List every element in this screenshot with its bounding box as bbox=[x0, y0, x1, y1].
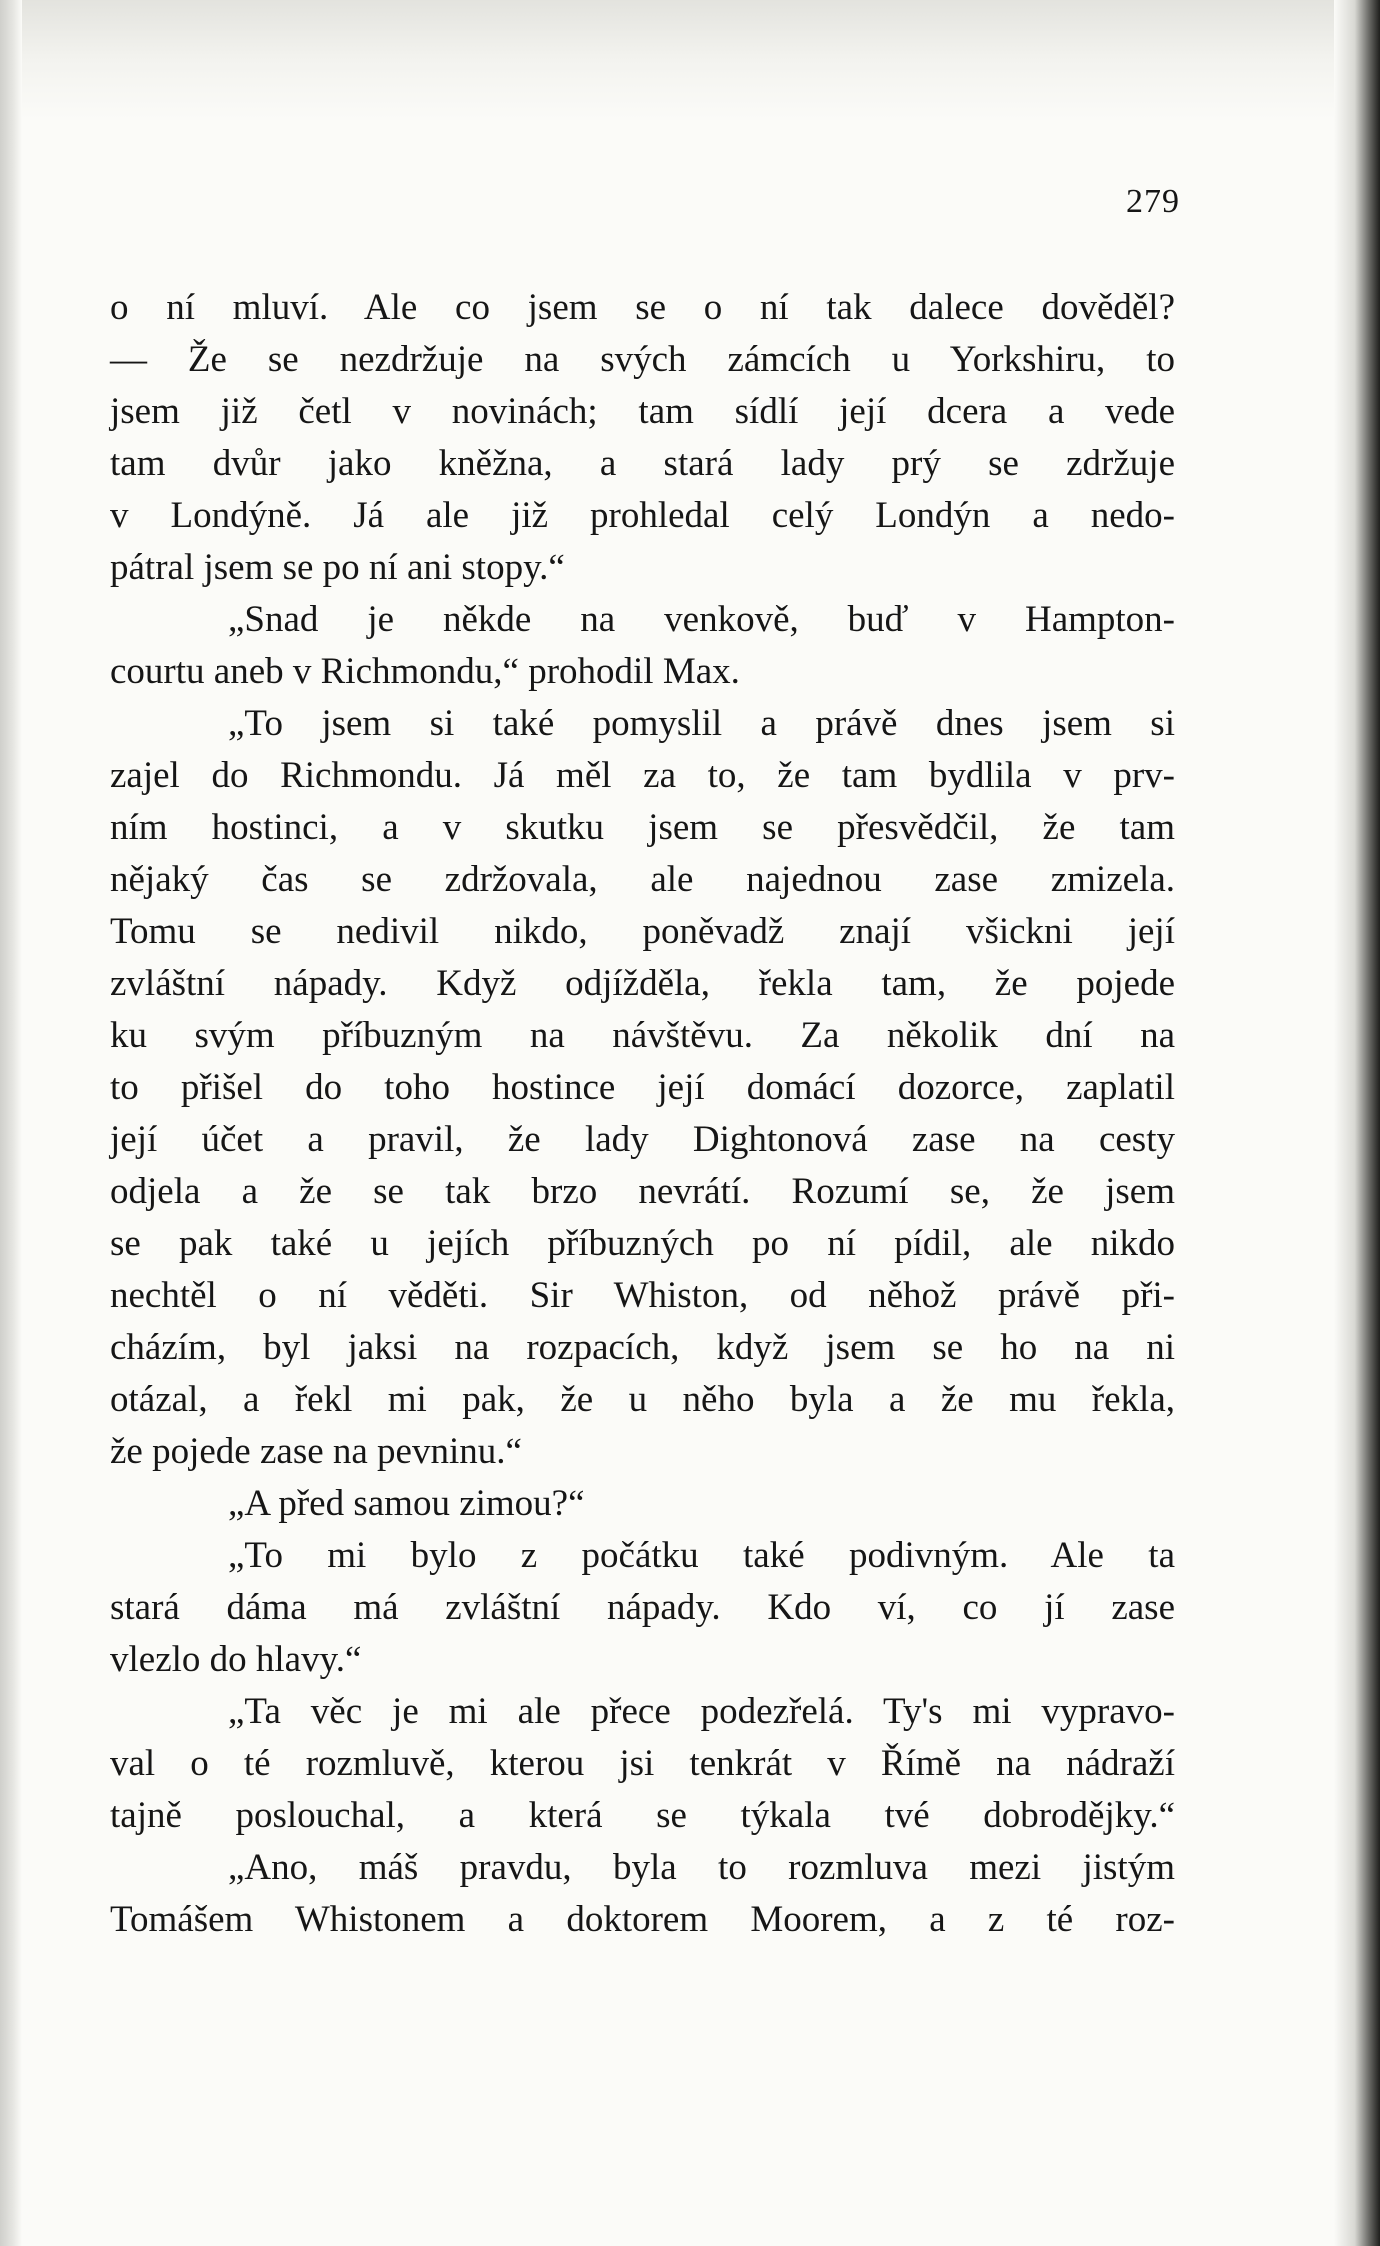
text-line: její účet a pravil, že lady Dightonová zase na cesty bbox=[110, 1119, 1175, 1160]
text-line: nějaký čas se zdržovala, ale najednou zase zmizela. bbox=[110, 859, 1175, 900]
text-line: — Že se nezdržuje na svých zámcích u Yorkshiru, to bbox=[110, 339, 1175, 380]
text-line: Tomášem Whistonem a doktorem Moorem, a z té roz- bbox=[110, 1899, 1175, 1940]
text-line: stará dáma má zvláštní nápady. Kdo ví, co jí zase bbox=[110, 1587, 1175, 1628]
text-line: pátral jsem se po ní ani stopy.“ bbox=[110, 547, 565, 588]
text-line: „To jsem si také pomyslil a právě dnes jsem si bbox=[228, 703, 1175, 744]
scan-left-edge bbox=[0, 0, 22, 2246]
text-line: cházím, byl jaksi na rozpacích, když jsem se ho na ni bbox=[110, 1327, 1175, 1368]
text-line: „A před samou zimou?“ bbox=[228, 1483, 585, 1524]
text-line: tajně poslouchal, a která se týkala tvé dobrodějky.“ bbox=[110, 1795, 1175, 1836]
body-text bbox=[110, 282, 1175, 1946]
text-line: tam dvůr jako kněžna, a stará lady prý se zdržuje bbox=[110, 443, 1175, 484]
text-line: zajel do Richmondu. Já měl za to, že tam bydlila v prv- bbox=[110, 755, 1175, 796]
text-line: že pojede zase na pevninu.“ bbox=[110, 1431, 522, 1472]
text-line: o ní mluví. Ale co jsem se o ní tak dalece dověděl? bbox=[110, 287, 1175, 328]
text-line: Tomu se nedivil nikdo, poněvadž znají všickni její bbox=[110, 911, 1175, 952]
text-line: v Londýně. Já ale již prohledal celý Londýn a nedo- bbox=[110, 495, 1175, 536]
text-line: „To mi bylo z počátku také podivným. Ale ta bbox=[228, 1535, 1175, 1576]
text-line: „Ano, máš pravdu, byla to rozmluva mezi jistým bbox=[228, 1847, 1175, 1888]
text-line: zvláštní nápady. Když odjížděla, řekla tam, že pojede bbox=[110, 963, 1175, 1004]
text-line: nechtěl o ní věděti. Sir Whiston, od něhož právě při- bbox=[110, 1275, 1175, 1316]
text-line: „Ta věc je mi ale přece podezřelá. Ty's mi vypravo- bbox=[228, 1691, 1175, 1732]
text-line: vlezlo do hlavy.“ bbox=[110, 1639, 362, 1680]
text-line: ku svým příbuzným na návštěvu. Za několik dní na bbox=[110, 1015, 1175, 1056]
text-line: odjela a že se tak brzo nevrátí. Rozumí se, že jsem bbox=[110, 1171, 1175, 1212]
text-line: se pak také u jejích příbuzných po ní pídil, ale nikdo bbox=[110, 1223, 1175, 1264]
text-line: ním hostinci, a v skutku jsem se přesvědčil, že tam bbox=[110, 807, 1175, 848]
text-line: jsem již četl v novinách; tam sídlí její dcera a vede bbox=[110, 391, 1175, 432]
page-number: 279 bbox=[1126, 183, 1180, 220]
scan-right-edge bbox=[1334, 0, 1380, 2246]
text-line: to přišel do toho hostince její domácí dozorce, zaplatil bbox=[110, 1067, 1175, 1108]
text-line: otázal, a řekl mi pak, že u něho byla a že mu řekla, bbox=[110, 1379, 1175, 1420]
text-line: courtu aneb v Richmondu,“ prohodil Max. bbox=[110, 651, 740, 692]
scan-top-shadow bbox=[0, 0, 1380, 120]
text-line: „Snad je někde na venkově, buď v Hampton- bbox=[228, 599, 1175, 640]
text-line: val o té rozmluvě, kterou jsi tenkrát v Římě na nádraží bbox=[110, 1743, 1175, 1784]
